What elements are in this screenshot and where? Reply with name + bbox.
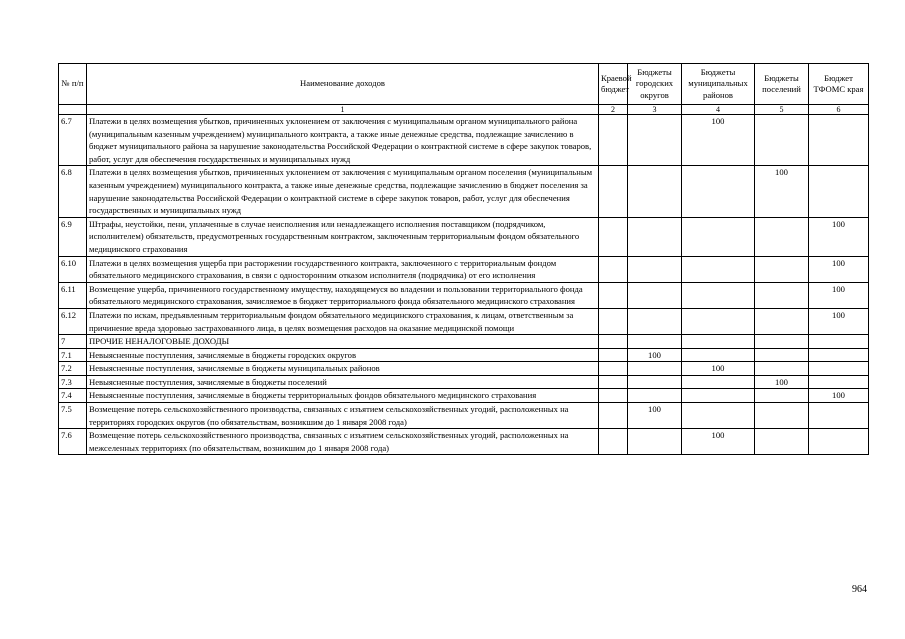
header-city-district-budgets: Бюджеты городских округов — [628, 64, 682, 105]
row-city-district-share — [628, 389, 682, 403]
row-municipal-district-share — [682, 389, 755, 403]
row-settlement-share — [755, 362, 809, 376]
header-number: № п/п — [59, 64, 87, 105]
row-code: 7.2 — [59, 362, 87, 376]
row-code: 6.9 — [59, 217, 87, 256]
row-settlement-share — [755, 308, 809, 334]
table-row — [59, 348, 869, 362]
row-settlement-share — [755, 429, 809, 455]
row-regional-budget-share — [599, 217, 628, 256]
row-tfoms-share — [809, 335, 869, 349]
table-row — [59, 375, 869, 389]
table-row — [59, 166, 869, 217]
column-number: 2 — [599, 105, 628, 115]
header-revenue-name: Наименование доходов — [87, 64, 599, 105]
row-code: 6.12 — [59, 308, 87, 334]
row-regional-budget-share — [599, 115, 628, 166]
table-row — [59, 362, 869, 376]
column-number-row — [59, 105, 869, 115]
row-city-district-share — [628, 335, 682, 349]
row-revenue-name: Платежи в целях возмещения убытков, причиненных уклонением от заключения с муниципальным органом муниципального района (муниципальным казенным учреждением) муниципального контракта, а также иные денежные средства, подлежащие зачислению в бюджет муниципального района за нарушение законодательства Российской Федерации о контрактной системе в сфере закупок товаров, работ, услуг для обеспечения государственных и муниципальных нужд — [87, 115, 599, 166]
row-city-district-share — [628, 166, 682, 217]
row-revenue-name: Платежи в целях возмещения ущерба при расторжении государственного контракта, заключенного с территориальным фондом обязательного медицинского страхования, в связи с односторонним отказом исполнителя (подрядчика) от его исполнения — [87, 256, 599, 282]
row-city-district-share — [628, 375, 682, 389]
column-number: 4 — [682, 105, 755, 115]
row-tfoms-share — [809, 362, 869, 376]
header-tfoms-budget: Бюджет ТФОМС края — [809, 64, 869, 105]
row-tfoms-share: 100 — [809, 282, 869, 308]
table-row — [59, 389, 869, 403]
row-regional-budget-share — [599, 166, 628, 217]
column-number-blank — [59, 105, 87, 115]
table-row — [59, 115, 869, 166]
row-settlement-share — [755, 115, 809, 166]
row-city-district-share — [628, 115, 682, 166]
row-municipal-district-share — [682, 375, 755, 389]
row-settlement-share: 100 — [755, 166, 809, 217]
row-regional-budget-share — [599, 335, 628, 349]
row-revenue-name: Платежи по искам, предъявленным территориальным фондом обязательного медицинского страхования, к лицам, ответственным за причинение вреда здоровью застрахованного лица, в целях возмещения расходов на оказание медицинской помощи — [87, 308, 599, 334]
row-revenue-name: Платежи в целях возмещения убытков, причиненных уклонением от заключения с муниципальным органом поселения (муниципальным казенным учреждением) муниципального контракта, а также иные денежные средства, подлежащие зачислению в бюджет поселения за нарушение законодательства Российской Федерации о контрактной системе в сфере закупок товаров, работ, услуг для обеспечения государственных и муниципальных нужд — [87, 166, 599, 217]
row-settlement-share — [755, 256, 809, 282]
row-municipal-district-share — [682, 282, 755, 308]
row-tfoms-share: 100 — [809, 256, 869, 282]
row-municipal-district-share: 100 — [682, 362, 755, 376]
row-settlement-share — [755, 389, 809, 403]
row-settlement-share: 100 — [755, 375, 809, 389]
row-revenue-name: Возмещение ущерба, причиненного государственному имуществу, находящемуся во владении и пользовании территориального фонда обязательного медицинского страхования, зачисляемое в бюджет территориального фонда обязательного медицинского страхования — [87, 282, 599, 308]
row-revenue-name: Штрафы, неустойки, пени, уплаченные в случае неисполнения или ненадлежащего исполнения поставщиком (подрядчиком, исполнителем) обязательств, предусмотренных государственным контрактом, заключенным территориальным фондом обязательного медицинского страхования — [87, 217, 599, 256]
header-regional-budget: Краевой бюджет — [599, 64, 628, 105]
table-row — [59, 403, 869, 429]
table-row — [59, 282, 869, 308]
row-city-district-share — [628, 308, 682, 334]
row-code: 7.4 — [59, 389, 87, 403]
row-tfoms-share: 100 — [809, 217, 869, 256]
row-regional-budget-share — [599, 389, 628, 403]
row-city-district-share — [628, 256, 682, 282]
page-number: 964 — [852, 584, 867, 595]
revenue-distribution-table — [58, 63, 869, 455]
row-settlement-share — [755, 335, 809, 349]
header-municipal-district-budgets: Бюджеты муниципальных районов — [682, 64, 755, 105]
table-row — [59, 308, 869, 334]
row-tfoms-share — [809, 429, 869, 455]
row-municipal-district-share: 100 — [682, 115, 755, 166]
header-settlement-budgets: Бюджеты поселений — [755, 64, 809, 105]
row-code: 7 — [59, 335, 87, 349]
row-municipal-district-share — [682, 403, 755, 429]
row-revenue-name: ПРОЧИЕ НЕНАЛОГОВЫЕ ДОХОДЫ — [87, 335, 599, 349]
row-code: 7.1 — [59, 348, 87, 362]
row-tfoms-share — [809, 166, 869, 217]
row-settlement-share — [755, 217, 809, 256]
row-city-district-share — [628, 362, 682, 376]
row-revenue-name: Невыясненные поступления, зачисляемые в бюджеты территориальных фондов обязательного медицинского страхования — [87, 389, 599, 403]
row-settlement-share — [755, 348, 809, 362]
row-city-district-share: 100 — [628, 348, 682, 362]
row-regional-budget-share — [599, 403, 628, 429]
row-code: 6.7 — [59, 115, 87, 166]
table-header-row — [59, 64, 869, 105]
table-row — [59, 256, 869, 282]
row-settlement-share — [755, 282, 809, 308]
row-revenue-name: Невыясненные поступления, зачисляемые в бюджеты поселений — [87, 375, 599, 389]
row-municipal-district-share — [682, 217, 755, 256]
column-number: 6 — [809, 105, 869, 115]
row-municipal-district-share: 100 — [682, 429, 755, 455]
row-code: 6.11 — [59, 282, 87, 308]
row-code: 7.3 — [59, 375, 87, 389]
row-tfoms-share — [809, 348, 869, 362]
column-number: 5 — [755, 105, 809, 115]
table-row — [59, 429, 869, 455]
row-city-district-share — [628, 282, 682, 308]
row-code: 7.6 — [59, 429, 87, 455]
row-regional-budget-share — [599, 429, 628, 455]
table-row — [59, 335, 869, 349]
row-code: 6.8 — [59, 166, 87, 217]
row-regional-budget-share — [599, 362, 628, 376]
row-regional-budget-share — [599, 375, 628, 389]
row-municipal-district-share — [682, 348, 755, 362]
row-revenue-name: Возмещение потерь сельскохозяйственного производства, связанных с изъятием сельскохозяйственных угодий, расположенных на межселенных территориях (по обязательствам, возникшим до 1 января 2008 года) — [87, 429, 599, 455]
row-regional-budget-share — [599, 348, 628, 362]
row-regional-budget-share — [599, 256, 628, 282]
row-municipal-district-share — [682, 308, 755, 334]
row-tfoms-share — [809, 375, 869, 389]
row-regional-budget-share — [599, 308, 628, 334]
row-municipal-district-share — [682, 335, 755, 349]
row-code: 6.10 — [59, 256, 87, 282]
column-number: 3 — [628, 105, 682, 115]
row-revenue-name: Невыясненные поступления, зачисляемые в бюджеты городских округов — [87, 348, 599, 362]
row-tfoms-share: 100 — [809, 389, 869, 403]
row-municipal-district-share — [682, 256, 755, 282]
row-city-district-share: 100 — [628, 403, 682, 429]
row-tfoms-share — [809, 115, 869, 166]
table-body — [59, 115, 869, 455]
row-tfoms-share: 100 — [809, 308, 869, 334]
row-regional-budget-share — [599, 282, 628, 308]
column-number: 1 — [87, 105, 599, 115]
row-revenue-name: Невыясненные поступления, зачисляемые в бюджеты муниципальных районов — [87, 362, 599, 376]
row-code: 7.5 — [59, 403, 87, 429]
row-city-district-share — [628, 217, 682, 256]
row-municipal-district-share — [682, 166, 755, 217]
row-settlement-share — [755, 403, 809, 429]
row-revenue-name: Возмещение потерь сельскохозяйственного производства, связанных с изъятием сельскохозяйственных угодий, расположенных на территориях городских округов (по обязательствам, возникшим до 1 января 2008 года) — [87, 403, 599, 429]
row-city-district-share — [628, 429, 682, 455]
table-row — [59, 217, 869, 256]
row-tfoms-share — [809, 403, 869, 429]
